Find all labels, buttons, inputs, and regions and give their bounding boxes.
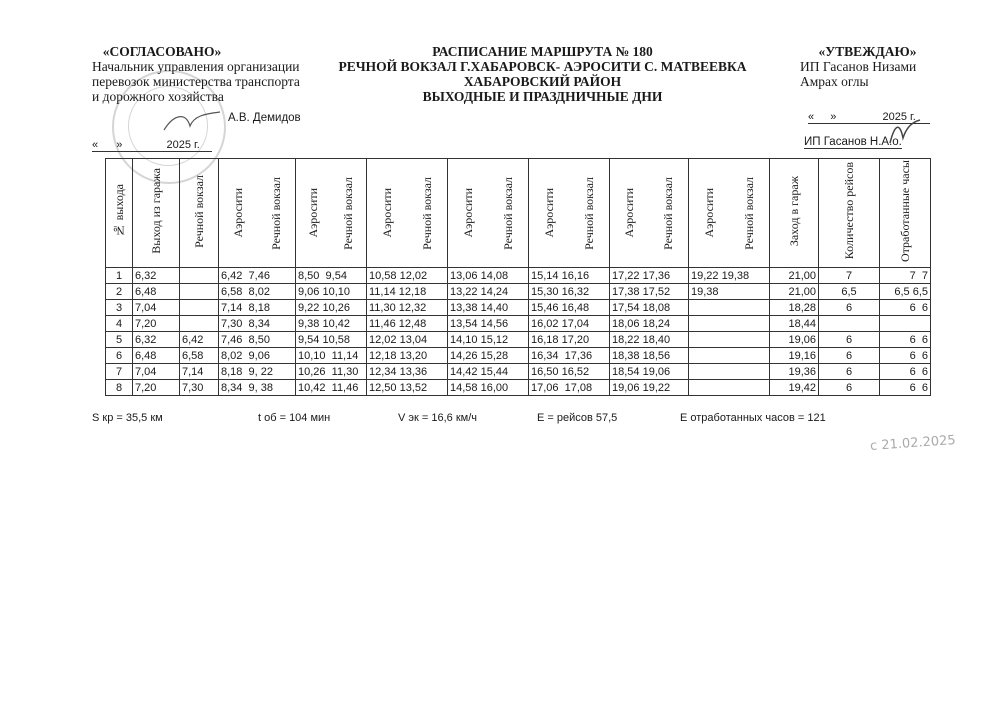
cell-trip-pair: 19,06 19,22	[610, 380, 689, 396]
title-line4: ВЫХОДНЫЕ И ПРАЗДНИЧНЫЕ ДНИ	[422, 89, 663, 104]
date-year: 2025 г.	[882, 111, 916, 123]
cell-trips	[819, 316, 880, 332]
cell-trip-pair	[689, 348, 770, 364]
cell-garage-out: 7,04	[133, 300, 180, 316]
header-pair-4: Аэросити Речной вокзал	[448, 159, 529, 268]
cell-trip-pair: 7,14 8,18	[219, 300, 296, 316]
cell-trip-pair	[689, 380, 770, 396]
cell-exit-no: 2	[106, 284, 133, 300]
table-row	[106, 364, 931, 380]
cell-trip-pair: 11,30 12,32	[367, 300, 448, 316]
cell-garage-in: 19,42	[770, 380, 819, 396]
cell-exit-no: 8	[106, 380, 133, 396]
table-row	[106, 268, 931, 284]
cell-garage-in: 18,28	[770, 300, 819, 316]
cell-trip-pair: 11,14 12,18	[367, 284, 448, 300]
cell-trip-pair: 11,46 12,48	[367, 316, 448, 332]
approval-right-line2: Амрах оглы	[800, 74, 869, 89]
cell-trip-pair: 9,06 10,10	[296, 284, 367, 300]
cell-trip-pair: 10,42 11,46	[296, 380, 367, 396]
header-garage-in: Заход в гараж	[770, 159, 819, 268]
cell-trip-pair: 10,10 11,14	[296, 348, 367, 364]
cell-trips: 6	[819, 332, 880, 348]
header-pair-2: Аэросити Речной вокзал	[296, 159, 367, 268]
cell-trip-pair	[689, 364, 770, 380]
cell-trip-pair	[689, 332, 770, 348]
cell-garage-out: 7,04	[133, 364, 180, 380]
cell-exit-no: 1	[106, 268, 133, 284]
header-hours: Отработанные часы	[880, 159, 931, 268]
cell-garage-in: 21,00	[770, 284, 819, 300]
cell-garage-out: 6,48	[133, 284, 180, 300]
cell-hours: 6,5 6,5	[880, 284, 931, 300]
cell-trip-pair: 10,58 12,02	[367, 268, 448, 284]
header-pair-7: Аэросити Речной вокзал	[689, 159, 770, 268]
cell-garage-out: 7,20	[133, 316, 180, 332]
approval-left-line1: Начальник управления организации	[92, 59, 300, 74]
approval-right-signer: ИП Гасанов Н.А.о.	[804, 136, 902, 148]
cell-garage-out: 6,32	[133, 332, 180, 348]
cell-exit-no: 7	[106, 364, 133, 380]
cell-trip-pair: 7,30 8,34	[219, 316, 296, 332]
date-close-quote: »	[116, 139, 123, 151]
stat-total-trips: Е = рейсов 57,5	[537, 412, 618, 424]
cell-trip-pair: 18,06 18,24	[610, 316, 689, 332]
handwritten-date-note: с 21.02.2025	[869, 433, 957, 454]
approval-left-line2: перевозок министерства транспорта	[92, 74, 300, 89]
cell-trips: 7	[819, 268, 880, 284]
table-row	[106, 300, 931, 316]
cell-river-station	[180, 300, 219, 316]
cell-trip-pair: 15,46 16,48	[529, 300, 610, 316]
signature-left-icon	[160, 108, 230, 138]
stat-speed: V эк = 16,6 км/ч	[398, 412, 477, 424]
cell-trip-pair: 6,42 7,46	[219, 268, 296, 284]
table-row	[106, 316, 931, 332]
header-river-station: Речной вокзал	[180, 159, 219, 268]
signature-icon	[885, 118, 925, 148]
cell-garage-out: 6,48	[133, 348, 180, 364]
cell-trip-pair: 6,58 8,02	[219, 284, 296, 300]
cell-river-station: 6,42	[180, 332, 219, 348]
cell-trip-pair: 12,18 13,20	[367, 348, 448, 364]
cell-trip-pair: 16,18 17,20	[529, 332, 610, 348]
header-pair-6: Аэросити Речной вокзал	[610, 159, 689, 268]
cell-trip-pair: 8,02 9,06	[219, 348, 296, 364]
cell-trip-pair: 8,18 9, 22	[219, 364, 296, 380]
cell-trip-pair: 7,46 8,50	[219, 332, 296, 348]
cell-trip-pair: 18,22 18,40	[610, 332, 689, 348]
header-pair-1: Аэросити Речной вокзал	[219, 159, 296, 268]
cell-trip-pair: 14,58 16,00	[448, 380, 529, 396]
cell-trip-pair: 13,54 14,56	[448, 316, 529, 332]
stat-turnaround-time: t об = 104 мин	[258, 412, 331, 424]
cell-trip-pair: 13,06 14,08	[448, 268, 529, 284]
approval-right-heading: «УТВЕЖДАЮ»	[818, 44, 917, 59]
header-pair-3: Аэросити Речной вокзал	[367, 159, 448, 268]
cell-trip-pair: 13,22 14,24	[448, 284, 529, 300]
approval-right-block	[800, 44, 935, 89]
approval-left-line3: и дорожного хозяйства	[92, 89, 224, 104]
cell-hours: 6 6	[880, 300, 931, 316]
cell-trip-pair: 15,14 16,16	[529, 268, 610, 284]
cell-trip-pair	[689, 300, 770, 316]
cell-trip-pair: 9,38 10,42	[296, 316, 367, 332]
table-row	[106, 332, 931, 348]
cell-hours: 6 6	[880, 364, 931, 380]
stat-total-hours: Е отработанных часов = 121	[680, 412, 826, 424]
cell-exit-no: 5	[106, 332, 133, 348]
cell-trip-pair: 12,50 13,52	[367, 380, 448, 396]
header-exit-no: № выхода	[106, 159, 133, 268]
cell-garage-in: 19,06	[770, 332, 819, 348]
table-row	[106, 348, 931, 364]
date-year: 2025 г.	[166, 139, 200, 151]
cell-trip-pair: 16,02 17,04	[529, 316, 610, 332]
cell-trip-pair: 9,22 10,26	[296, 300, 367, 316]
cell-trip-pair: 16,50 16,52	[529, 364, 610, 380]
cell-trip-pair: 13,38 14,40	[448, 300, 529, 316]
cell-trip-pair: 8,50 9,54	[296, 268, 367, 284]
cell-garage-in: 19,16	[770, 348, 819, 364]
cell-trip-pair: 12,02 13,04	[367, 332, 448, 348]
cell-trip-pair: 19,38	[689, 284, 770, 300]
cell-trip-pair: 9,54 10,58	[296, 332, 367, 348]
approval-left-signer: А.В. Демидов	[228, 112, 301, 124]
cell-trip-pair: 18,54 19,06	[610, 364, 689, 380]
date-open-quote: «	[808, 111, 815, 123]
cell-trip-pair: 17,54 18,08	[610, 300, 689, 316]
cell-garage-in: 19,36	[770, 364, 819, 380]
cell-trip-pair: 12,34 13,36	[367, 364, 448, 380]
cell-trip-pair: 8,34 9, 38	[219, 380, 296, 396]
cell-river-station	[180, 316, 219, 332]
table-header-row	[106, 159, 931, 268]
cell-hours: 7 7	[880, 268, 931, 284]
approval-left-heading: «СОГЛАСОВАНО»	[102, 44, 222, 59]
cell-trip-pair	[689, 316, 770, 332]
date-close-quote: »	[830, 111, 837, 123]
document-title	[330, 44, 755, 104]
date-open-quote: «	[92, 139, 99, 151]
cell-trip-pair: 19,22 19,38	[689, 268, 770, 284]
cell-garage-in: 21,00	[770, 268, 819, 284]
cell-river-station	[180, 284, 219, 300]
title-line3: ХАБАРОВСКИЙ РАЙОН	[463, 74, 622, 89]
cell-trip-pair: 17,38 17,52	[610, 284, 689, 300]
table-row	[106, 380, 931, 396]
title-line1: РАСПИСАНИЕ МАРШРУТА № 180	[432, 44, 653, 59]
stat-route-length: S кр = 35,5 км	[92, 412, 163, 424]
cell-trip-pair: 14,26 15,28	[448, 348, 529, 364]
cell-hours: 6 6	[880, 348, 931, 364]
cell-trips: 6	[819, 300, 880, 316]
approval-left-date	[92, 139, 212, 152]
header-garage-out: Выход из гаража	[133, 159, 180, 268]
cell-trips: 6	[819, 380, 880, 396]
cell-trip-pair: 15,30 16,32	[529, 284, 610, 300]
cell-trip-pair: 14,10 15,12	[448, 332, 529, 348]
cell-exit-no: 6	[106, 348, 133, 364]
cell-river-station	[180, 268, 219, 284]
approval-right-line1: ИП Гасанов Низами	[800, 59, 917, 74]
cell-trip-pair: 10,26 11,30	[296, 364, 367, 380]
header-trips: Количество рейсов	[819, 159, 880, 268]
cell-trip-pair: 14,42 15,44	[448, 364, 529, 380]
cell-trip-pair: 18,38 18,56	[610, 348, 689, 364]
cell-hours: 6 6	[880, 380, 931, 396]
cell-trip-pair: 17,22 17,36	[610, 268, 689, 284]
cell-exit-no: 4	[106, 316, 133, 332]
cell-river-station: 7,30	[180, 380, 219, 396]
cell-trips: 6,5	[819, 284, 880, 300]
cell-hours: 6 6	[880, 332, 931, 348]
cell-trips: 6	[819, 364, 880, 380]
cell-exit-no: 3	[106, 300, 133, 316]
cell-garage-out: 6,32	[133, 268, 180, 284]
approval-left-block	[92, 44, 332, 104]
header-pair-5: Аэросити Речной вокзал	[529, 159, 610, 268]
cell-trip-pair: 16,34 17,36	[529, 348, 610, 364]
cell-hours	[880, 316, 931, 332]
table-row	[106, 284, 931, 300]
title-line2: РЕЧНОЙ ВОКЗАЛ Г.ХАБАРОВСК- АЭРОСИТИ С. МАТВЕЕВКА	[338, 59, 747, 74]
cell-garage-in: 18,44	[770, 316, 819, 332]
cell-trip-pair: 17,06 17,08	[529, 380, 610, 396]
cell-river-station: 6,58	[180, 348, 219, 364]
cell-trips: 6	[819, 348, 880, 364]
cell-river-station: 7,14	[180, 364, 219, 380]
cell-garage-out: 7,20	[133, 380, 180, 396]
schedule-table	[105, 158, 931, 396]
